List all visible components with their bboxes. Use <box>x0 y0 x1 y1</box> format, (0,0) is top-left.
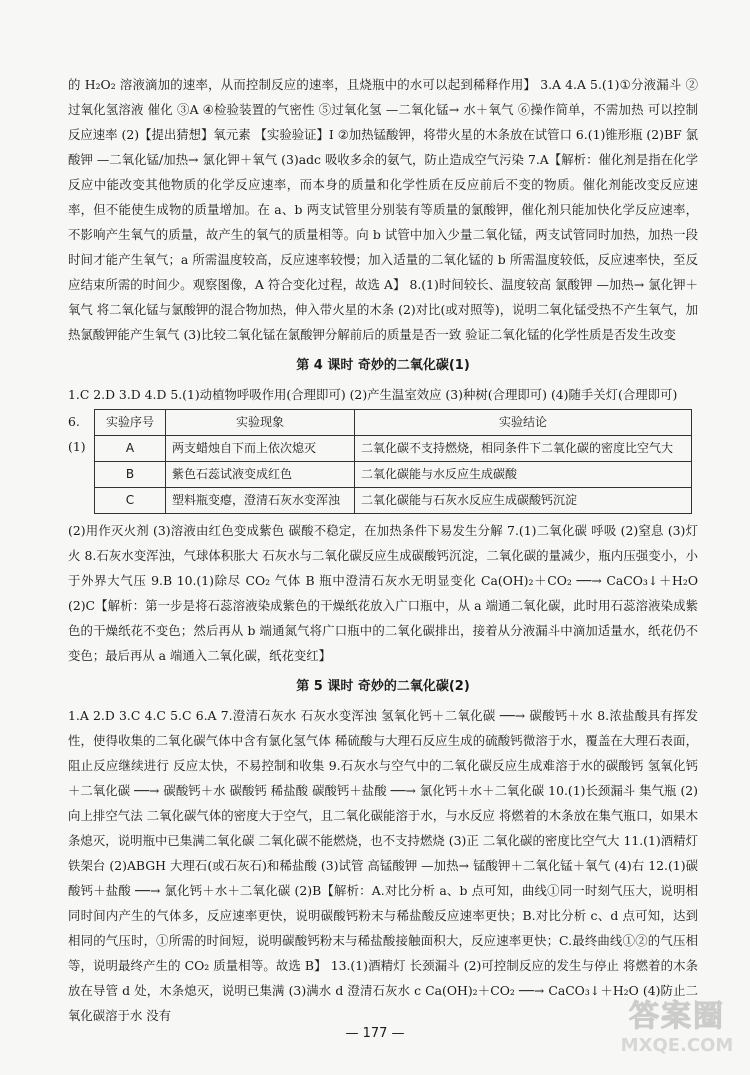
cell-conclusion: 二氧化碳能与水反应生成碳酸 <box>355 462 692 488</box>
page-number: — 177 — <box>345 1026 405 1041</box>
experiment-table <box>94 409 692 514</box>
cell-phenomenon: 塑料瓶变瘪，澄清石灰水变浑浊 <box>166 488 355 514</box>
table-row <box>95 436 692 462</box>
answers-lesson5: 1.A 2.D 3.C 4.C 5.C 6.A 7.澄清石灰水 石灰水变浑浊 氢氧化钙＋二氧化碳 ──→ 碳酸钙＋水 8.浓盐酸具有挥发性，使得收集的二氧化碳气体中含有氯化氢气体 稀硫酸与大理石反应生成的硫酸钙微溶于水，覆盖在大理石表面，阻止反应继续进行 反应太快，不易控制和收集 9.石灰水与空气中的二氧化碳反应生成难溶于水的碳酸钙 氢氧化钙＋二氧化碳 ──→ 碳酸钙＋水 碳酸钙 稀盐酸 碳酸钙＋盐酸 ──→ 氯化钙＋水＋二氧化碳 10.(1)长颈漏斗 集气瓶 (2)向上排空气法 二氧化碳气体的密度大于空气，且二氧化碳能溶于水，与水反应 将燃着的木条放在集气瓶口，如果木条熄灭，说明瓶中已集满二氧化碳 二氧化碳不能燃烧，也不支持燃烧 (3)正 二氧化碳的密度比空气大 11.(1)酒精灯 铁架台 (2)ABGH 大理石(或石灰石)和稀盐酸 (3)试管 高锰酸钾 —加热→ 锰酸钾＋二氧化锰＋氧气 (4)右 12.(1)碳酸钙＋盐酸 ──→ 氯化钙＋水＋二氧化碳 (2)B【解析：A.对比分析 a、b 点可知，曲线①同一时刻气压大，说明相同时间内产生的气体多，反应速率更快，说明碳酸钙粉末与稀盐酸反应速率更快；B.对比分析 c、d 点可知，达到相同的气压时，①所需的时间短，说明碳酸钙粉末与稀盐酸接触面积大，反应速率更快；C.最终曲线①②的气压相等，说明最终产生的 CO₂ 质量相等。故选 B】 13.(1)酒精灯 长颈漏斗 (2)可控制反应的发生与停止 将燃着的木条放在导管 d 处，木条熄灭，说明已集满 (3)满水 d 澄清石灰水 c Ca(OH)₂＋CO₂ ──→ CaCO₃↓＋H₂O (4)防止二氧化碳溶于水 没有 <box>68 708 698 1023</box>
cell-phenomenon: 紫色石蕊试液变成红色 <box>166 462 355 488</box>
experiment-table-block <box>68 409 698 514</box>
table-header-row <box>95 410 692 436</box>
cell-id: C <box>95 488 166 514</box>
answers-lesson4-part1: 1.C 2.D 3.D 4.D 5.(1)动植物呼吸作用(合理即可) (2)产生温室效应 (3)种树(合理即可) (4)随手关灯(合理即可) <box>68 387 678 402</box>
cell-id: A <box>95 436 166 462</box>
header-conclusion: 实验结论 <box>355 410 692 436</box>
answers-lesson4-part2: (2)用作灭火剂 (3)溶液由红色变成紫色 碳酸不稳定，在加热条件下易发生分解 7.(1)二氧化碳 呼吸 (2)窒息 (3)灯火 8.石灰水变浑浊，气球体积胀大 石灰水与二氧化碳反应生成碳酸钙沉淀，二氧化碳的量减少，瓶内压强变小，小于外界大气压 9.B 10.(1)除尽 CO₂ 气体 B 瓶中澄清石灰水无明显变化 Ca(OH)₂＋CO₂ ──→ CaCO₃↓＋H₂O (2)C【解析：第一步是将石蕊溶液染成紫色的干燥纸花放入广口瓶中，从 a 端通二氧化碳，此时用石蕊溶液染成紫色的干燥纸花不变色；然后再从 b 端通氮气将广口瓶中的二氧化碳排出，接着从分液漏斗中滴加适量水，纸花仍不变色；最后再从 a 端通入二氧化碳，纸花变红】 <box>68 523 698 663</box>
table-question-number: 6.(1) <box>68 414 86 454</box>
watermark-text: 答案圈 <box>629 999 725 1034</box>
cell-id: B <box>95 462 166 488</box>
table-row <box>95 488 692 514</box>
section-title-lesson4: 第 4 课时 奇妙的二氧化碳(1) <box>296 358 470 373</box>
header-experiment-id: 实验序号 <box>95 410 166 436</box>
answer-page <box>68 72 698 1028</box>
cell-conclusion: 二氧化碳不支持燃烧，相同条件下二氧化碳的密度比空气大 <box>355 436 692 462</box>
table-row <box>95 462 692 488</box>
cell-conclusion: 二氧化碳能与石灰水反应生成碳酸钙沉淀 <box>355 488 692 514</box>
answers-lesson3-continued: 的 H₂O₂ 溶液滴加的速率，从而控制反应的速率，且烧瓶中的水可以起到稀释作用】 3.A 4.A 5.(1)①分液漏斗 ②过氧化氢溶液 催化 ③A ④检验装置的气密性 ⑤过氧化氢 —二氧化锰→ 水＋氧气 ⑥操作简单，不需加热 可以控制反应速率 (2)【提出猜想】氧元素 【实验验证】Ⅰ ②加热锰酸钾，将带火星的木条放在试管口 6.(1)锥形瓶 (2)BF 氯酸钾 —二氧化锰/加热→ 氯化钾＋氧气 (3)adc 吸收多余的氨气，防止造成空气污染 7.A【解析：催化剂是指在化学反应中能改变其他物质的化学反应速率，而本身的质量和化学性质在反应前后不变的物质。催化剂能改变反应速率，但不能使生成物的质量增加。在 a、b 两支试管里分别装有等质量的氯酸钾，催化剂只能加快化学反应速率，不影响产生氧气的质量，故产生的氧气的质量相等。向 b 试管中加入少量二氧化锰，两支试管同时加热，加热一段时间才能产生氧气；a 所需温度较高，反应速率较慢；加入适量的二氧化锰的 b 所需温度较低，反应速率快，至反应结束所需的时间少。观察图像，A 符合变化过程，故选 A】 8.(1)时间较长、温度较高 氯酸钾 —加热→ 氯化钾＋氧气 将二氧化锰与氯酸钾的混合物加热，伸入带火星的木条 (2)对比(或对照等)，说明二氧化锰受热不产生氧气，加热氯酸钾能产生氧气 (3)比较二氧化锰在氯酸钾分解前后的质量是否一致 验证二氧化锰的化学性质是否发生改变 <box>68 77 698 342</box>
header-phenomenon: 实验现象 <box>166 410 355 436</box>
section-title-lesson5: 第 5 课时 奇妙的二氧化碳(2) <box>296 679 470 694</box>
cell-phenomenon: 两支蜡烛自下而上依次熄灭 <box>166 436 355 462</box>
watermark-logo <box>612 999 742 1069</box>
watermark-url: MXQE.COM <box>620 1035 734 1056</box>
